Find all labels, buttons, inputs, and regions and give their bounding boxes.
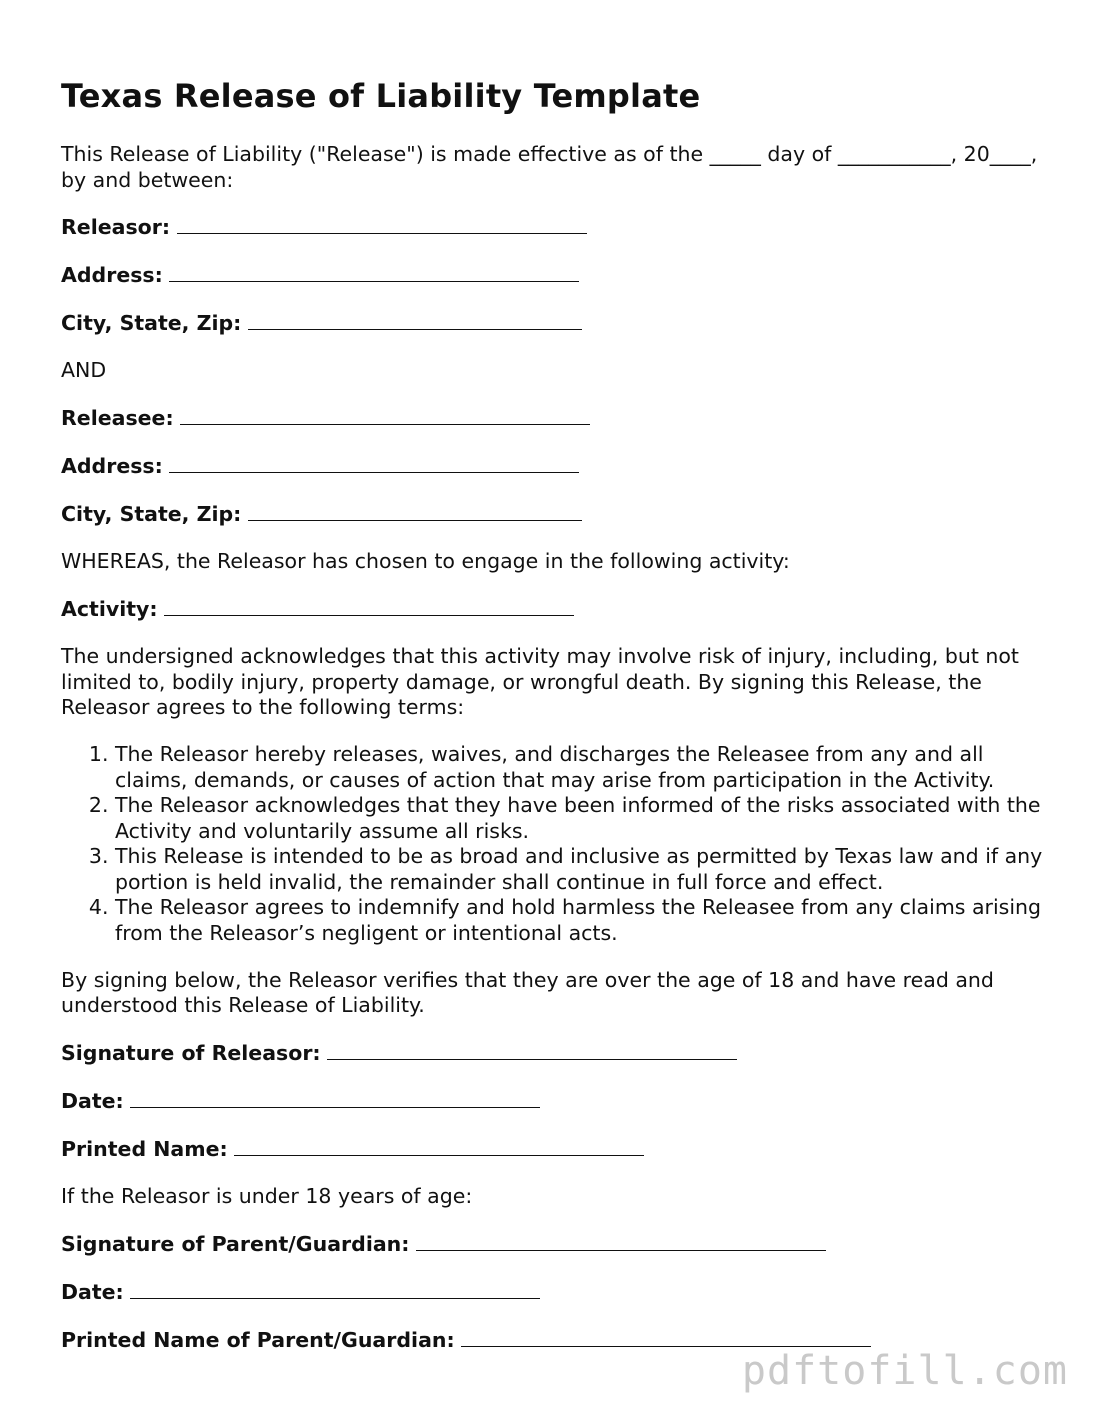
releasor-field <box>61 214 1046 241</box>
intro-paragraph: This Release of Liability ("Release") is made effective as of the _____ day of ___________, 20____, by and between: <box>61 142 1038 192</box>
releasor-signature-input-line[interactable] <box>327 1040 737 1060</box>
releasor-label: Releasor: <box>61 215 171 239</box>
watermark: pdftofill.com <box>741 1348 1068 1394</box>
releasor-printed-name-input-line[interactable] <box>234 1136 644 1156</box>
releasee-city-label: City, State, Zip: <box>61 502 242 526</box>
activity-field <box>61 596 1046 623</box>
guardian-signature-label: Signature of Parent/Guardian: <box>61 1232 410 1256</box>
minor-paragraph: If the Releasor is under 18 years of age: <box>61 1184 473 1208</box>
guardian-signature-input-line[interactable] <box>416 1231 826 1251</box>
guardian-date-input-line[interactable] <box>130 1279 540 1299</box>
releasee-input-line[interactable] <box>180 405 590 425</box>
term-item: 2. The Releasor acknowledges that they have been informed of the risks associated with the Activity and voluntarily assume all risks. <box>115 793 1046 844</box>
releasor-city-label: City, State, Zip: <box>61 311 242 335</box>
acknowledgement-paragraph: The undersigned acknowledges that this activity may involve risk of injury, including, but not limited to, bodily injury, property damage, or wrongful death. By signing this Release, the Releasor agrees to the following terms: <box>61 644 1019 719</box>
document-page <box>61 74 1046 1354</box>
whereas-paragraph: WHEREAS, the Releasor has chosen to engage in the following activity: <box>61 549 790 573</box>
activity-input-line[interactable] <box>164 596 574 616</box>
releasor-address-label: Address: <box>61 263 163 287</box>
releasor-city-input-line[interactable] <box>248 310 582 330</box>
releasee-address-label: Address: <box>61 454 163 478</box>
guardian-date-label: Date: <box>61 1280 124 1304</box>
releasor-printed-name-field <box>61 1136 1046 1163</box>
releasee-city-field <box>61 501 1046 528</box>
guardian-printed-name-input-line[interactable] <box>461 1327 871 1347</box>
releasee-address-input-line[interactable] <box>169 453 579 473</box>
terms-list <box>61 742 1046 946</box>
guardian-signature-field <box>61 1231 1046 1258</box>
term-item: 3. This Release is intended to be as broad and inclusive as permitted by Texas law and if any portion is held invalid, the remainder shall continue in full force and effect. <box>115 844 1046 895</box>
releasor-address-input-line[interactable] <box>169 262 579 282</box>
releasor-date-label: Date: <box>61 1089 124 1113</box>
releasor-address-field <box>61 262 1046 289</box>
releasor-signature-field <box>61 1040 1046 1067</box>
document-title: Texas Release of Liability Template <box>61 77 701 115</box>
releasor-date-input-line[interactable] <box>130 1088 540 1108</box>
guardian-printed-name-label: Printed Name of Parent/Guardian: <box>61 1328 455 1352</box>
releasee-address-field <box>61 453 1046 480</box>
verification-paragraph: By signing below, the Releasor verifies that they are over the age of 18 and have read and understood this Release of Liability. <box>61 967 994 1017</box>
releasor-city-field <box>61 310 1046 337</box>
term-item: 1. The Releasor hereby releases, waives, and discharges the Releasee from any and all claims, demands, or causes of action that may arise from participation in the Activity. <box>115 742 1046 793</box>
releasee-field <box>61 405 1046 432</box>
guardian-date-field <box>61 1279 1046 1306</box>
releasor-printed-name-label: Printed Name: <box>61 1137 228 1161</box>
releasee-label: Releasee: <box>61 406 174 430</box>
releasor-date-field <box>61 1088 1046 1115</box>
and-text: AND <box>61 358 107 382</box>
releasee-city-input-line[interactable] <box>248 501 582 521</box>
releasor-input-line[interactable] <box>177 214 587 234</box>
releasor-signature-label: Signature of Releasor: <box>61 1041 321 1065</box>
activity-label: Activity: <box>61 597 158 621</box>
term-item: 4. The Releasor agrees to indemnify and hold harmless the Releasee from any claims arising from the Releasor’s negligent or intentional acts. <box>115 895 1046 946</box>
